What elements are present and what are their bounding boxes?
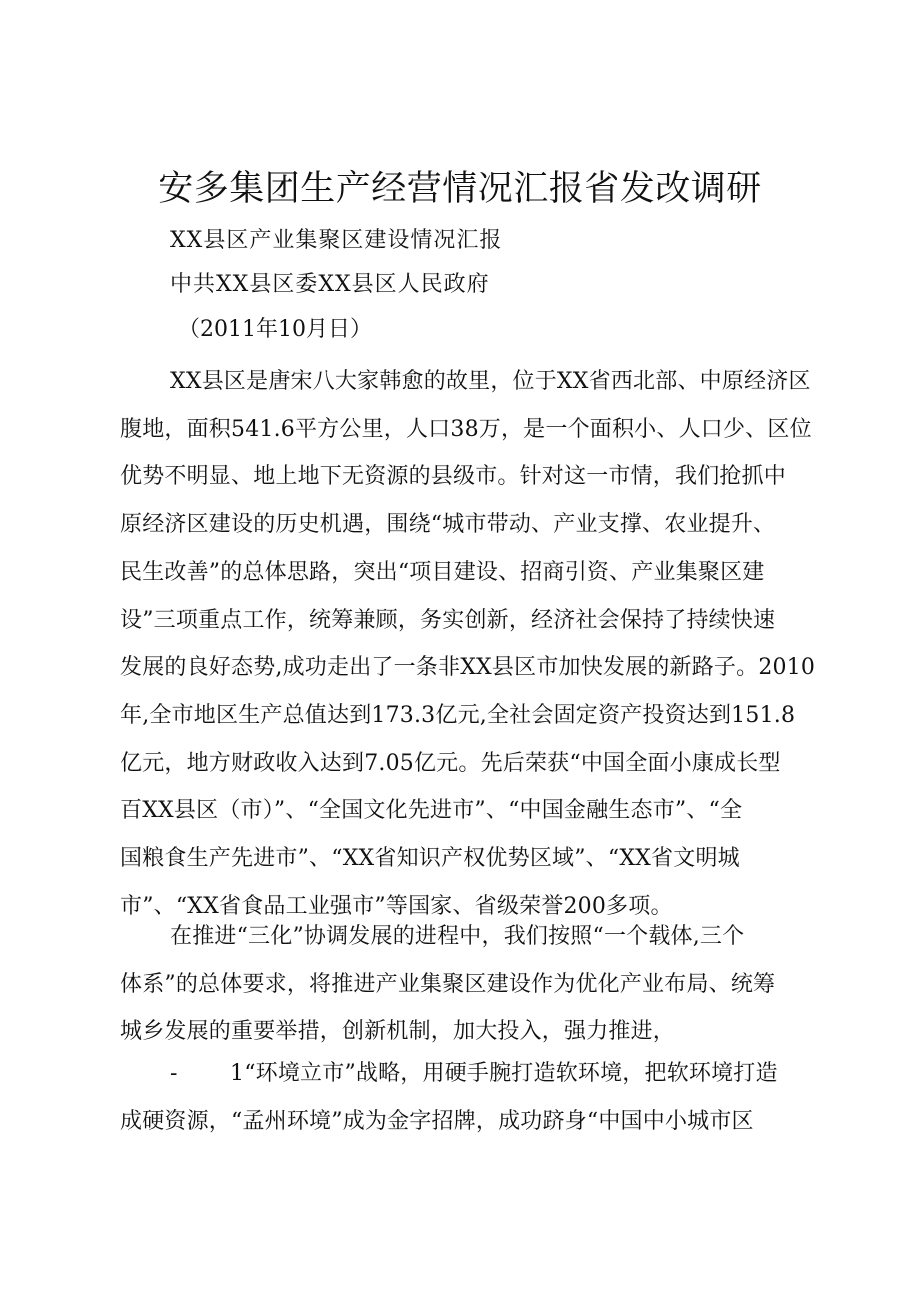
paragraph-2-line: 体系”的总体要求，将推进产业集聚区建设作为优化产业布局、统筹 [120,971,776,997]
paragraph-1-line: 腹地，面积541.6平方公里，人口38万，是一个面积小、人口少、区位 [120,416,812,442]
paragraph-1-line: 百XX县区（市）”、“全国文化先进市”、“中国金融生态市”、“全 [120,798,743,824]
paragraph-1 [120,358,820,930]
paragraph-3 [120,1050,820,1145]
paragraph-1-line: 国粮食生产先进市”、“XX省知识产权优势区域”、“XX省文明城 [120,846,740,872]
paragraph-2-line: 在推进“三化”协调发展的进程中，我们按照“一个载体,三个 [170,924,745,949]
paragraph-1-line: XX县区是唐宋八大家韩愈的故里，位于XX省西北部、中原经济区 [170,369,811,394]
paragraph-1-line: 亿元，地方财政收入达到7.05亿元。先后荣获“中国全面小康成长型 [120,750,781,776]
list-dash: - [170,1061,178,1086]
subtitle-report: XX县区产业集聚区建设情况汇报 [170,228,503,253]
paragraph-1-line: 市”、“XX省食品工业强市”等国家、省级荣誉200多项。 [120,893,673,919]
paragraph-3-line: 成硬资源，“孟州环境”成为金字招牌，成功跻身“中国中小城市区 [120,1108,754,1134]
paragraph-1-line: 发展的良好态势,成功走出了一条非XX县区市加快发展的新路子。2010 [120,655,816,681]
paragraph-1-line: 设”三项重点工作，统筹兼顾，务实创新，经济社会保持了持续快速 [120,607,776,633]
document-title: 安多集团生产经营情况汇报省发改调研 [158,169,762,209]
report-date: （2011年10月日） [178,317,372,342]
paragraph-1-line: 民生改善”的总体思路，突出“项目建设、招商引资、产业集聚区建 [120,559,765,585]
subtitle-issuer: 中共XX县区委XX县区人民政府 [170,272,490,297]
paragraph-1-line: 原经济区建设的历史机遇，围绕“城市带动、产业支撑、农业提升、 [120,512,776,538]
paragraph-3-line: 1“环境立市”战略，用硬手腕打造软环境，把软环境打造 [230,1061,778,1086]
paragraph-1-line: 年,全市地区生产总值达到173.3亿元,全社会固定资产投资达到151.8 [120,702,796,728]
paragraph-1-line: 优势不明显、地上地下无资源的县级市。针对这一市情，我们抢抓中 [120,464,787,490]
paragraph-2-line: 城乡发展的重要举措，创新机制，加大投入，强力推进， [120,1019,676,1045]
paragraph-2 [120,913,820,1056]
